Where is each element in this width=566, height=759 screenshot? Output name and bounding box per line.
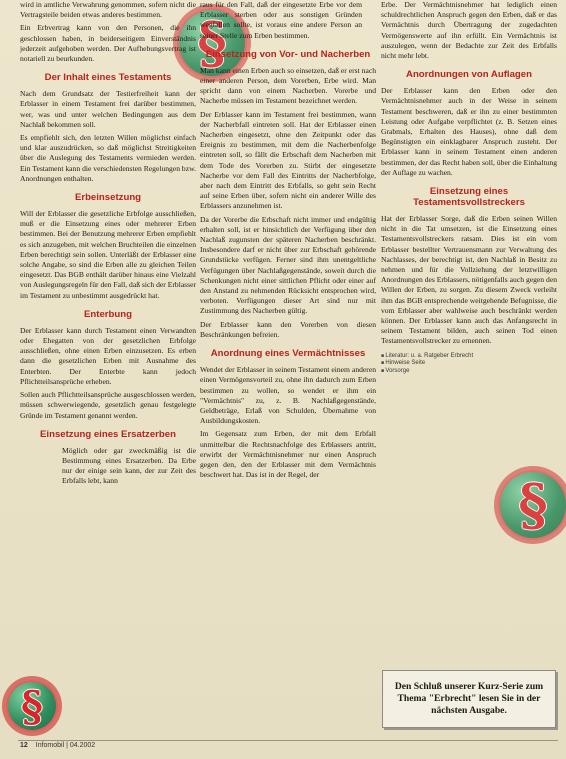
section-heading: Einsetzung eines Testamentsvollstreckers <box>413 186 525 209</box>
paragraph: Nach dem Grundsatz der Testierfreiheit kann der Erblasser in einem Testament frei darüber bestimmen, wer, was und unter welchen Bedingungen aus dem Nachlaß bekommen soll. <box>20 89 196 129</box>
paragraph-seal-icon: § <box>177 8 247 78</box>
paragraph: Wendet der Erblasser in seinem Testament einem anderen einen Vermögensvorteil zu, ohne ihn dadurch zum Erben bestimmen zu wollen, so wendet er ihm ein "Vermächtnis" zu, z. B. Nachlaßgegenstände, Geldbeträge, Erlaß von Schulden, Übernahme von Ausbildungskosten. <box>200 365 376 426</box>
section-heading: Anordnung eines Vermächtnisses <box>210 348 366 360</box>
paragraph: Erbe. Der Vermächtnisnehmer hat lediglich einen schuldrechtlichen Anspruch gegen den Erben, daß er das Vermächtnis durch Übertragung der zugedachten Vermögenswerte auf ihn erfüllt. Ein Vermächtnis ist auszulegen, wenn der Bedachte zur Zeit des Erbfalls nicht mehr lebt. <box>381 0 557 61</box>
paragraph: Der Erblasser kann im Testament frei bestimmen, wann der Nacherbfall eintreten soll. Hat der Erblasser einen Nacherben eingesetzt, ohne den Zeitpunkt oder das Ereignis zu bestimmen, mit dem die Nacherbenfolge eintreten soll, so fällt die Erbschaft dem Nacherben mit dem Tode des Vorerben zu. Stirbt der eingesetzte Nacherbe vor dem Fall des Eintritts der Nacherbfolge, aber nach dem Eintritt des Erbfalls, so geht sein Recht auf seine Erben über, sofern nicht ein anderer Wille des Erblassers anzunehmen ist. <box>200 109 376 211</box>
teaser-text: Den Schluß unserer Kurz-Serie zum Thema "Erbrecht" lesen Sie in der nächsten Ausgabe. <box>394 681 544 716</box>
paragraph: Will der Erblasser die gesetzliche Erbfolge ausschließen, muß er die Einsetzung eines oder mehrerer Erben bestimmen. Bei der Benutzung mehrerer Erben empfiehlt es sich anzugeben, mit welchen Bruchteilen die einzelnen Erben berechtigt sein sollen. Unterläßt der Erblasser eine solche Angabe, so sind die Erben alle zu gleichen Teilen eingesetzt. Das BGB enthält darüber hinaus eine Vielzahl von Auslegungsregeln für den Fall, daß sich der Erblasser im Testament zu unbestimmt ausgedrückt hat. <box>20 209 196 300</box>
paragraph: Hat der Erblasser Sorge, daß die Erben seinen Willen nicht in die Tat umsetzen, ist die Einsetzung eines Testamentsvollstreckers ratsam. Dies ist ein vom Erblasser bestellter Vertrauensmann zur Verwaltung des Nachlasses, der berechtigt ist, den Nachlaß in Besitz zu nehmen und für die Vollziehung der letztwilligen Anordnungen des Erblassers, nötigenfalls auch gegen den Willen der Erben, zu sorgen. Zu diesem Zweck verleiht ihm das BGB entsprechende weitgehende Befugnisse, die vom Erblasser aber wahlweise auch beschränkt werden können. Der Erblasser kann auch das Anfangsrecht in seinem Testament bilden, auch seinen Tod einen Testamentsvollstrecker zu ernennen. <box>381 214 557 346</box>
paragraph: Der Erblasser kann den Erben oder den Vermächtnisnehmer auch in der Weise in seinem Testament beschweren, daß er ihn zu einer bestimmten Leistung oder Aufgabe verpflichtet (z. B. Setzen eines Grabmals, Erhalten des Hauses), ohne daß dem Begünstigten ein einklagbarer Anspruch zusteht. Der Erblasser kann in seinem Testament einen anderen bestimmen, der das Recht haben soll, über die Einhaltung der Auflage zu wachen. <box>381 86 557 177</box>
paragraph: Da der Vorerbe die Erbschaft nicht immer und endgültig erhalten soll, ist er hinsichtlich der Verfügung über den Nachlaß zugunsten der späteren Nacherben beschränkt. Insbesondere darf er nicht über zur Erbschaft gehörende Grundstücke verfügen. Ferner sind ihm unentgeltliche Verfügungen über Nachlaßgegenstände, soweit durch die Schenkungen nicht einer sittlichen Pflicht oder einer auf den Anstand zu nehmenden Rücksicht entsprochen wird, verboten. Verfügungen dieser Art sind nur mit Zustimmung des Nacherben gültig. <box>200 214 376 316</box>
section-heading: Erbeinsetzung <box>74 192 142 204</box>
literature-notes <box>381 353 557 376</box>
column-1 <box>20 0 196 738</box>
note-item: ■ Vorsorge <box>381 368 557 376</box>
paragraph-seal-icon: § <box>6 680 58 732</box>
section-heading: Enterbung <box>84 308 132 320</box>
section-heading: Einsetzung eines Ersatzerben <box>40 428 176 440</box>
footer-divider <box>18 740 558 741</box>
issue-label: Infomobil | 04.2002 <box>35 742 96 749</box>
paragraph: Man kann einen Erben auch so einsetzen, daß er erst nach einer anderen Person, dem Vorerben, Erbe wird. Man spricht dann von einem Nacherben. Vorerbe und Nacherbe müssen im Testament bezeichnet werden. <box>200 65 376 106</box>
paragraph: Im Gegensatz zum Erben, der mit dem Erbfall unmittelbar die Rechtsnachfolge des Erblassers antritt, erwirbt der Vermächtnisnehmer nur einen Anspruch gegen den, den der Erblasser mit dem Vermächtnis beschwert hat. Das ist in der Regel, der <box>200 429 376 480</box>
column-3 <box>381 0 557 738</box>
paragraph: Sollen auch Pflichtteilsansprüche ausgeschlossen werden, müssen schwerwiegende, gesetzlich genau festgelegte Gründe im Testament genannt werden. <box>20 390 196 420</box>
paragraph: Ein Erbvertrag kann von den Personen, die ihn geschlossen haben, in beiderseitigem Einverständnis jederzeit aufgehoben werden. Der Aufhebungsvertrag ist notariell zu beurkunden. <box>20 23 196 64</box>
page-number: 12 <box>20 742 28 749</box>
paragraph: wird in amtliche Verwahrung genommen, sofern nicht die Vertragsteile beiden etwas anderes bestimmen. <box>20 0 196 20</box>
note-item: ■ Literatur: u. a. Ratgeber Erbrecht <box>381 353 557 361</box>
section-heading: Der Inhalt eines Testaments <box>44 72 172 84</box>
series-teaser-box <box>382 670 556 728</box>
page-footer <box>20 742 560 749</box>
column-2 <box>200 0 376 738</box>
section-heading: Einsetzung von Vor- und Nacherben <box>205 48 371 60</box>
paragraph: Es empfiehlt sich, den letzten Willen möglichst einfach und klar auszudrücken, so daß möglichst Streitigkeiten über die Auslegung des Testaments vermieden werden. Ein Testament kann die verschiedensten Regelungen bzw. Anordnungen enthalten. <box>20 133 196 183</box>
paragraph: Der Erblasser kann den Vorerben von diesen Beschränkungen befreien. <box>200 319 376 339</box>
paragraph-seal-icon: § <box>498 470 566 540</box>
paragraph: raus für den Fall, daß der eingesetzte Erbe vor dem Erblasser sterben oder aus sonstigen Gründen wegfallen sollte, ist voraus eine andere Person an seiner Stelle zum Erben bestimmen. <box>200 0 362 40</box>
note-item: ■ Hinweise Seite <box>381 360 557 368</box>
paragraph: Der Erblasser kann durch Testament einen Verwandten oder Ehegatten von der gesetzlichen Erbfolge ausschließen, ohne einen Erben einzusetzen. Es erben dann die gesetzlichen Erben mit Ausnahme des Enterbten. Der Enterbte kann jedoch Pflichtteilsansprüche erheben. <box>20 325 196 386</box>
paragraph: Möglich oder gar zweckmäßig ist die Bestimmung eines Ersatzerben. Da Erbe nur der einige sein kann, der zur Zeit des Erbfalls lebt, kann <box>62 445 196 486</box>
section-heading: Anordnungen von Auflagen <box>406 69 532 81</box>
